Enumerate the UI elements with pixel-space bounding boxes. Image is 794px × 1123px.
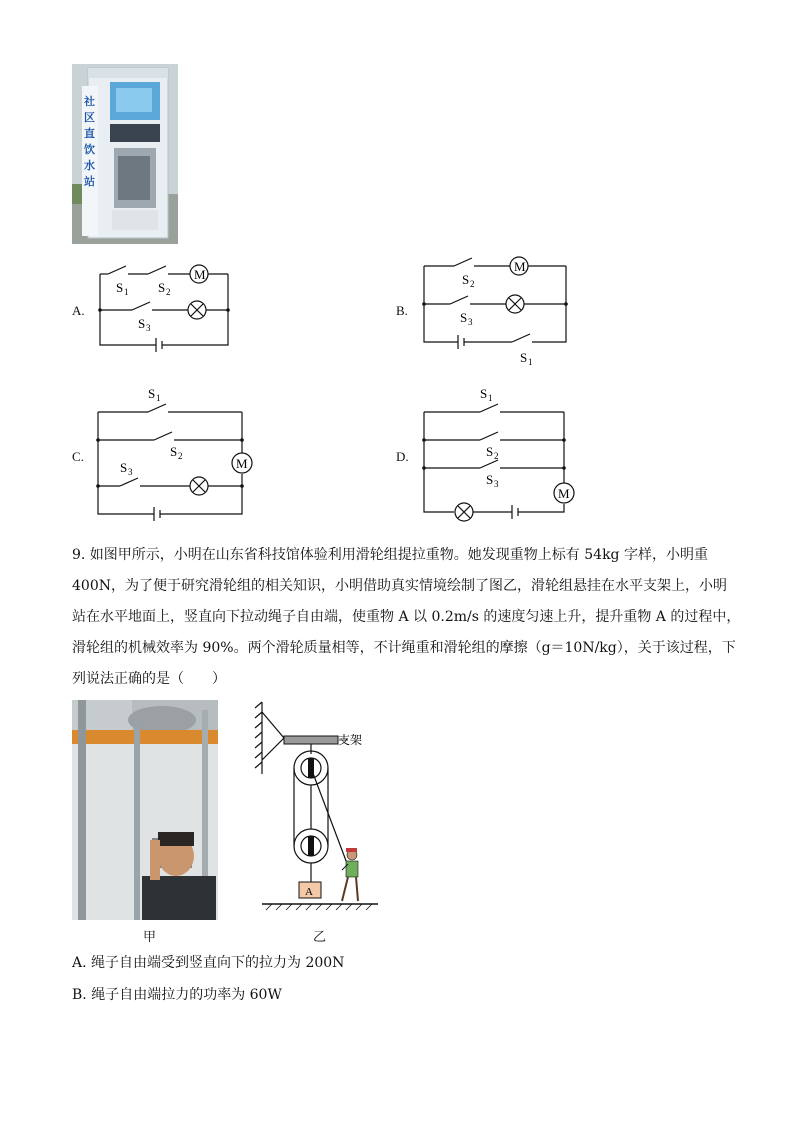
svg-text:S: S <box>486 444 494 459</box>
figure-jia-caption: 甲 <box>143 930 157 945</box>
kiosk-sign: 社区直饮水站 <box>84 95 95 188</box>
svg-text:1: 1 <box>488 393 493 403</box>
svg-text:M: M <box>514 259 526 274</box>
svg-text:S: S <box>480 386 488 401</box>
svg-text:3: 3 <box>468 317 473 327</box>
option-d-letter: D. <box>396 449 409 464</box>
svg-text:3: 3 <box>146 323 151 333</box>
circuit-d <box>414 382 584 528</box>
svg-text:S: S <box>120 460 128 475</box>
svg-text:S: S <box>462 272 470 287</box>
circuit-c <box>90 382 260 528</box>
figure-yi-pulley-diagram <box>250 698 390 920</box>
kiosk-photo <box>72 64 178 244</box>
svg-text:1: 1 <box>528 357 533 367</box>
svg-text:1: 1 <box>156 393 161 403</box>
svg-text:S: S <box>148 386 156 401</box>
figure-jia-photo <box>72 700 218 920</box>
svg-text:S: S <box>460 310 468 325</box>
figure-yi-caption: 乙 <box>313 930 327 945</box>
svg-text:1: 1 <box>124 287 129 297</box>
motor-label: M <box>194 267 206 282</box>
svg-text:S: S <box>158 280 166 295</box>
svg-text:3: 3 <box>128 467 133 477</box>
svg-text:S: S <box>116 280 124 295</box>
svg-text:S: S <box>138 316 146 331</box>
svg-text:2: 2 <box>470 279 475 289</box>
circuit-b <box>414 252 574 370</box>
svg-text:S: S <box>170 444 178 459</box>
option-c-letter: C. <box>72 449 84 464</box>
answer-option-a: A. 绳子自由端受到竖直向下的拉力为 200N <box>72 955 345 971</box>
support-label: 支架 <box>338 733 363 747</box>
option-a-letter: A. <box>72 303 85 318</box>
svg-text:S: S <box>520 350 528 365</box>
svg-text:2: 2 <box>494 451 499 461</box>
circuit-a <box>90 258 240 358</box>
option-b-letter: B. <box>396 303 408 318</box>
svg-text:3: 3 <box>494 479 499 489</box>
weight-label: A <box>305 886 313 898</box>
question-9-text: 9. 如图甲所示，小明在山东省科技馆体验利用滑轮组提拉重物。她发现重物上标有 54kg 字样，小明重 400N，为了便于研究滑轮组的相关知识，小明借助真实情境绘制了图乙，滑轮组悬挂在水平支架上，小明 站在水平地面上，竖直向下拉动绳子自由端，使重物 A 以 0.2m/s 的速度匀速上升，提升重物 A 的过程中， 滑轮组的机械效率为 90%。两个滑轮质量相等，不计绳重和滑轮组的摩擦（g＝10N/kg），关于该过程，下 列说法正确的是（ ） <box>72 547 741 687</box>
svg-text:2: 2 <box>178 451 183 461</box>
svg-text:2: 2 <box>166 287 171 297</box>
svg-text:M: M <box>236 456 248 471</box>
svg-text:M: M <box>558 486 570 501</box>
answer-option-b: B. 绳子自由端拉力的功率为 60W <box>72 987 282 1003</box>
svg-text:S: S <box>486 472 494 487</box>
